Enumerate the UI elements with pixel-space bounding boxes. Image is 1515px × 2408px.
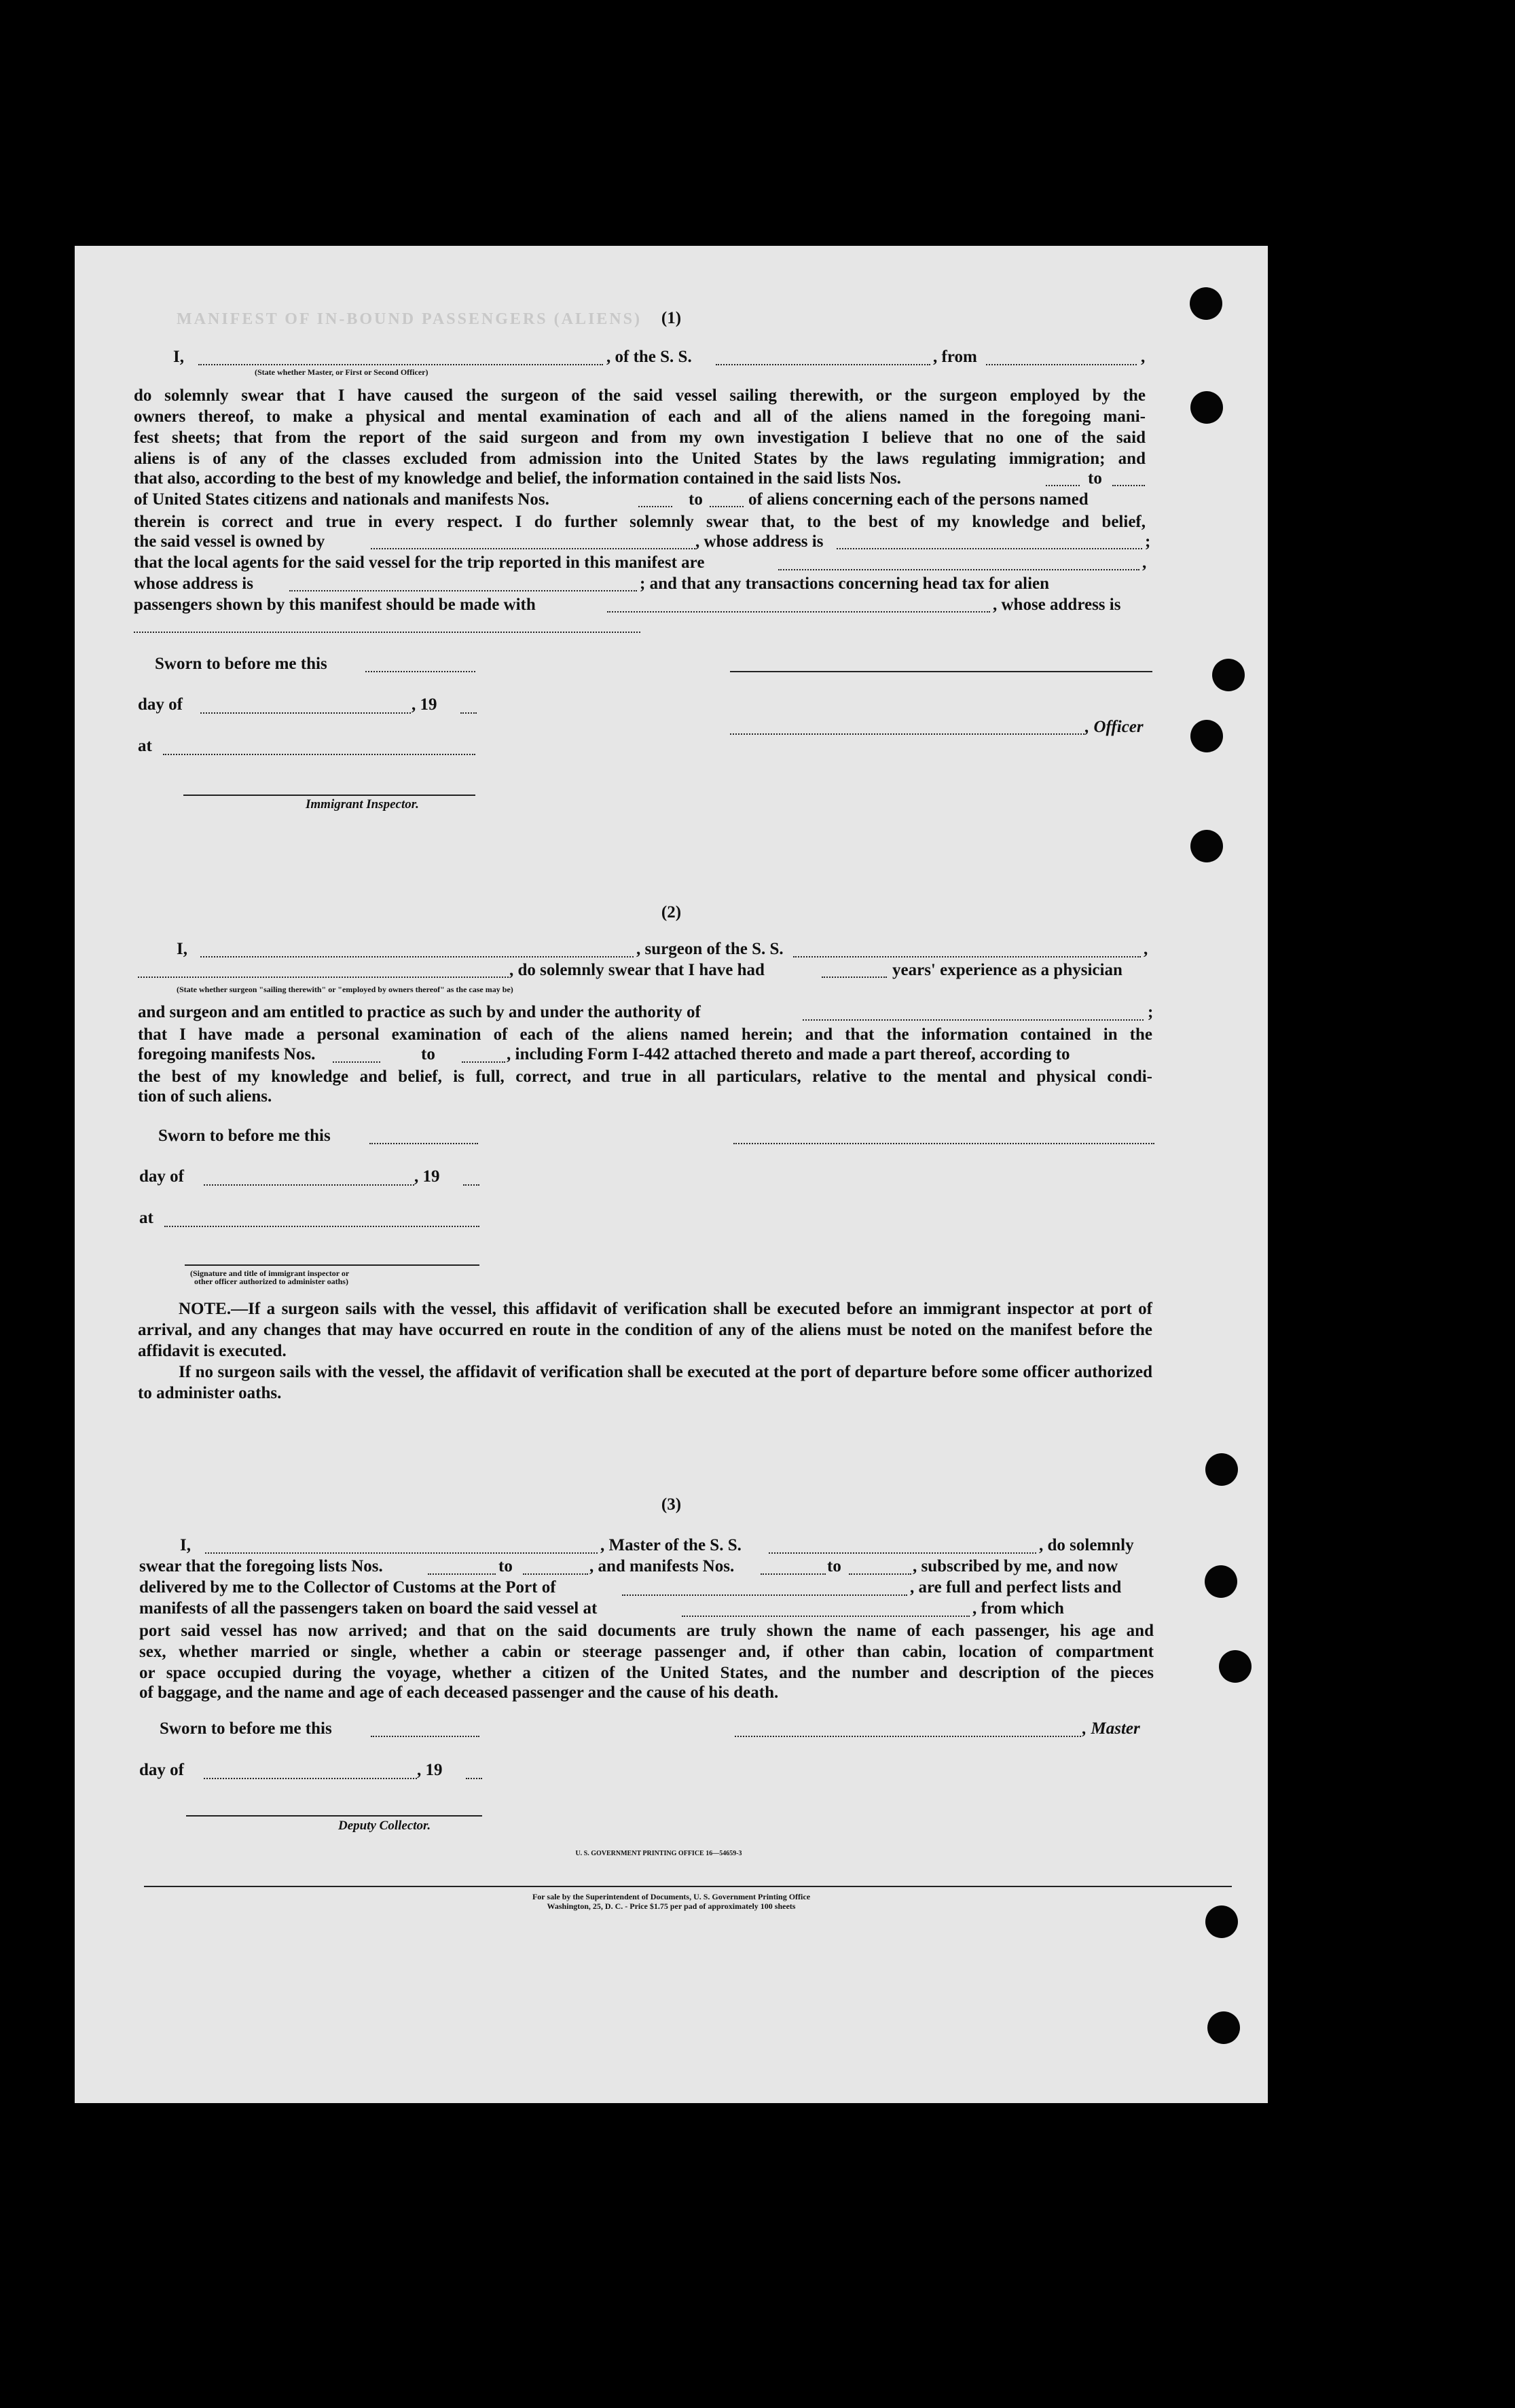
s3-port-field[interactable] [622,1594,907,1596]
s1-officer-label: , Officer [1085,718,1144,736]
s3-master-label: , Master of the S. S. [600,1536,742,1554]
s3-taken-label: manifests of all the passengers taken on board the said vessel at [139,1599,598,1618]
s2-years-field[interactable] [822,977,887,978]
s2-manifests-label: foregoing manifests Nos. [138,1045,316,1063]
s3-lists-label: swear that the foregoing lists Nos. [139,1557,383,1575]
s1-owner-address-field[interactable] [837,548,1142,549]
s1-from-label: , from [933,348,977,366]
s1-headtax-party-field[interactable] [607,611,990,613]
s1-line1-comma: , [1141,348,1146,366]
section-3-number: (3) [661,1495,682,1514]
s2-note-1: NOTE.—If a surgeon sails with the vessel, this affidavit of verification shall be executed before an immigrant inspector at port of arrival, and any changes that may have occurred en route in the condition of any of the aliens must be noted on the manifest before the affidavit is executed. [138,1300,1152,1360]
s3-name-field[interactable] [205,1552,598,1554]
s3-master-signature-field[interactable] [735,1736,1081,1737]
s1-inspector-signature-line[interactable] [183,795,475,796]
s2-examination-line: that I have made a personal examination of each of the aliens named herein; and that the information contained in the [138,1025,1152,1044]
s2-form-label: , including Form I-442 attached thereto and made a part thereof, according to [507,1045,1070,1063]
s2-status-field[interactable] [138,977,509,978]
s3-manifests-to-field[interactable] [849,1573,911,1575]
binder-hole [1190,830,1223,862]
s2-surgeon-label: , surgeon of the S. S. [636,940,784,958]
s2-belief-line: the best of my knowledge and belief, is full, correct, and true in all particulars, relative to the mental and physical condi- [138,1068,1152,1086]
s3-year-field[interactable] [466,1778,482,1779]
s3-i-label: I, [180,1536,191,1554]
s3-lists-to-label: to [498,1557,513,1575]
s2-year-label: , 19 [414,1167,440,1186]
binder-hole [1205,1565,1237,1598]
binder-hole [1207,2011,1240,2044]
s2-sworn-field[interactable] [369,1143,478,1144]
s1-body-4: aliens is of any of the classes excluded from admission into the United States by the laws regulating immigration; and [134,450,1146,468]
s2-name-field[interactable] [200,956,634,957]
s2-caption: (State whether surgeon "sailing therewith" or "employed by owners thereof" as the case may be) [177,985,513,994]
s1-manifest-from-field[interactable] [638,506,672,507]
section-2-number: (2) [661,903,682,922]
s2-year-field[interactable] [463,1184,479,1186]
s1-agents-field[interactable] [778,569,1139,570]
section-1-number: (1) [661,309,682,327]
s3-lists-to-field[interactable] [523,1573,588,1575]
s3-day-of-label: day of [139,1761,184,1779]
s3-subscribed-label: , subscribed by me, and now [913,1557,1118,1575]
s1-whose-address-label: whose address is [134,574,253,593]
s3-manifests-label: , and manifests Nos. [589,1557,735,1575]
s1-at-label: at [138,737,152,755]
s2-authority-label: and surgeon and am entitled to practice as such by and under the authority of [138,1003,701,1021]
s3-embarked-field[interactable] [682,1616,970,1617]
s2-experience-label: years' experience as a physician [892,961,1122,979]
s2-sig-caption-1: (Signature and title of immigrant inspector or [190,1269,350,1278]
show-through-text: MANIFEST OF IN-BOUND PASSENGERS (ALIENS) [177,310,642,328]
binder-hole [1205,1905,1238,1938]
s3-vessel-field[interactable] [769,1552,1036,1554]
s2-sworn-label: Sworn to before me this [158,1127,331,1145]
s1-year-field[interactable] [460,712,477,714]
s1-inspector-label: Immigrant Inspector. [306,797,419,811]
s1-lists-from-field[interactable] [1046,485,1080,486]
s1-lists-to-label: to [1088,469,1102,488]
binder-hole [1212,659,1245,691]
binder-hole [1190,720,1223,752]
binder-hole [1190,391,1223,424]
footer-rule [144,1886,1232,1887]
s2-authority-semicolon: ; [1148,1003,1154,1021]
s1-body-2: owners thereof, to make a physical and mental examination of each and all of the aliens named in the foregoing mani- [134,407,1146,426]
s1-citizens-label: of United States citizens and nationals and manifests Nos. [134,490,549,509]
s1-headtax-label: ; and that any transactions concerning head tax for alien [640,574,1050,593]
s2-day-of-label: day of [139,1167,184,1186]
s2-inspector-signature-line[interactable] [185,1264,479,1266]
footer-sale-line: For sale by the Superintendent of Documents, U. S. Government Printing Office [532,1892,811,1901]
s3-perfect-label: , are full and perfect lists and [910,1578,1122,1597]
s2-authority-field[interactable] [803,1019,1144,1021]
s1-address-continuation-field[interactable] [134,632,640,633]
s3-from-which-label: , from which [972,1599,1064,1618]
s3-manifests-from-field[interactable] [761,1573,826,1575]
s3-line-7: or space occupied during the voyage, whether a citizen of the United States, and the number and description of the pieces [139,1664,1154,1682]
s1-year-label: , 19 [412,695,437,714]
s1-day-field[interactable] [200,712,411,714]
s1-manifest-to-field[interactable] [710,506,744,507]
s3-master-title: , Master [1082,1719,1140,1738]
s1-i-label: I, [173,348,184,366]
s3-sworn-label: Sworn to before me this [160,1719,332,1738]
s1-sworn-field[interactable] [365,671,475,672]
s3-day-field[interactable] [204,1778,417,1779]
s1-body-1: do solemnly swear that I have caused the surgeon of the said vessel sailing therewith, or the surgeon employed by the [134,386,1146,405]
s1-from-field[interactable] [986,364,1137,365]
s1-owned-semicolon: ; [1145,532,1151,551]
s3-port-label: delivered by me to the Collector of Customs at the Port of [139,1578,556,1597]
s1-name-field[interactable] [198,364,603,365]
s1-at-field[interactable] [163,754,475,755]
s1-signature-line[interactable] [730,671,1152,672]
s3-lists-from-field[interactable] [428,1573,496,1575]
s3-line-5: port said vessel has now arrived; and that on the said documents are truly shown the name of each passenger, his age and [139,1622,1154,1640]
s2-line1-comma: , [1144,940,1148,958]
s2-condition-line: tion of such aliens. [138,1087,272,1106]
s1-caption: (State whether Master, or First or Second Officer) [255,367,428,377]
s2-at-field[interactable] [164,1226,479,1227]
form-page [75,246,1268,2103]
s1-aliens-label: of aliens concerning each of the persons named [748,490,1089,509]
s2-note-2: If no surgeon sails with the vessel, the affidavit of verification shall be executed at the port of departure before some officer authorized to administer oaths. [138,1363,1152,1402]
footer-price-line: Washington, 25, D. C. - Price $1.75 per pad of approximately 100 sheets [547,1901,796,1911]
s1-owned-label: the said vessel is owned by [134,532,325,551]
s2-manifests-to-label: to [421,1045,435,1063]
s1-lists-to-field[interactable] [1112,485,1145,486]
s3-line-8: of baggage, and the name and age of each deceased passenger and the cause of his death. [139,1683,779,1702]
s1-vessel-field[interactable] [716,364,930,365]
s3-deputy-label: Deputy Collector. [338,1819,431,1833]
s1-agents-address-field[interactable] [289,590,637,591]
s3-year-label: , 19 [417,1761,443,1779]
s2-swear-label: , do solemnly swear that I have had [509,961,765,979]
s2-signature-field[interactable] [733,1143,1154,1144]
binder-hole [1205,1453,1238,1486]
binder-hole [1219,1650,1252,1683]
s1-agents-label: that the local agents for the said vessel for the trip reported in this manifest are [134,553,705,572]
s1-day-of-label: day of [138,695,183,714]
s3-solemnly-label: , do solemnly [1039,1536,1134,1554]
s3-line-6: sex, whether married or single, whether a cabin or steerage passenger and, if other than cabin, location of compartment [139,1643,1154,1661]
s1-passengers-label: passengers shown by this manifest should be made with [134,596,536,614]
s1-manifest-to-label: to [689,490,703,509]
s1-correct-line: therein is correct and true in every respect. I do further solemnly swear that, to the best of my knowledge and belief, [134,513,1146,531]
s2-manifests-to-field[interactable] [462,1061,505,1063]
s2-day-field[interactable] [204,1184,414,1186]
s3-manifests-to-label: to [827,1557,841,1575]
s3-collector-signature-line[interactable] [186,1815,482,1817]
printing-office-imprint: U. S. GOVERNMENT PRINTING OFFICE 16—54659-3 [575,1850,742,1857]
binder-hole [1190,287,1222,320]
s2-vessel-field[interactable] [793,956,1141,957]
s2-sig-caption-2: other officer authorized to administer oaths) [194,1277,348,1286]
s2-i-label: I, [177,940,187,958]
s1-body-3: fest sheets; that from the report of the said surgeon and from my own investigation I believe that no one of the said [134,428,1146,447]
s1-officer-field[interactable] [730,733,1084,735]
s1-agents-comma: , [1142,553,1147,572]
s1-owner-field[interactable] [371,548,695,549]
s1-owner-address-label: , whose address is [695,532,824,551]
s1-passengers-address-label: , whose address is [993,596,1121,614]
s2-at-label: at [139,1209,153,1227]
s3-sworn-field[interactable] [371,1736,479,1737]
s1-lists-label: that also, according to the best of my knowledge and belief, the information contained in the said lists Nos. [134,469,901,488]
s2-manifests-from-field[interactable] [333,1061,380,1063]
s1-of-ss-label: , of the S. S. [606,348,692,366]
s1-sworn-label: Sworn to before me this [155,655,327,673]
